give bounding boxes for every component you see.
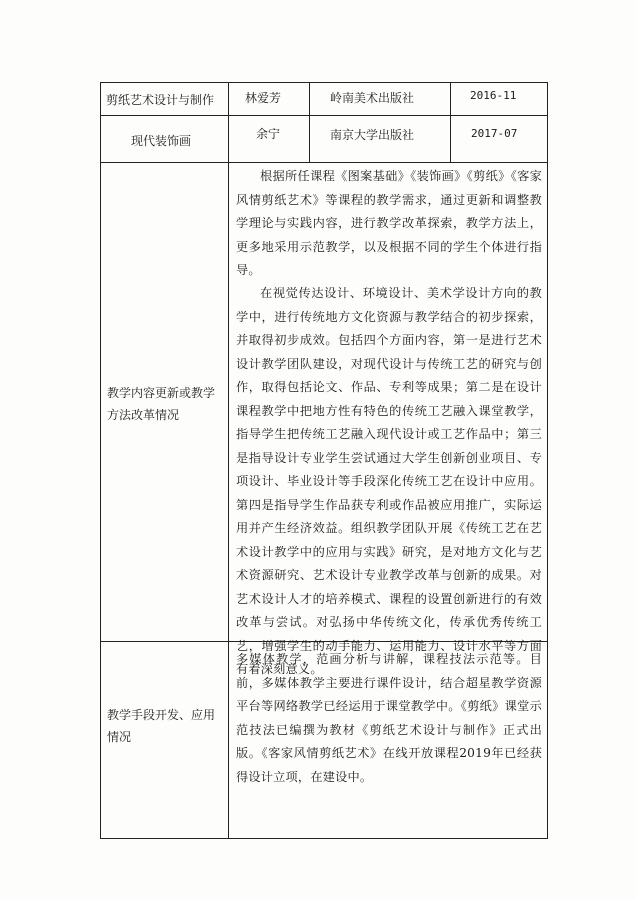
table-column-divider xyxy=(228,82,229,839)
top-rows-divider-date xyxy=(450,82,451,162)
date-cell: 2016-11 xyxy=(470,89,517,102)
publisher-cell: 岭南美术出版社 xyxy=(330,91,415,105)
means-paragraph: 多媒体教学，范画分析与讲解，课程技法示范等。目前，多媒体教学主要进行课件设计，结合超星教学资源平台等网络教学已经运用于课堂教学中。《剪纸》课堂示范技法已编撰为教材《剪纸艺术设计与制作》正式出版。《客家风情剪纸艺术》在线开放课程2019年已经获得设计立项，在建设中。 xyxy=(236,652,542,784)
top-rows-divider-author xyxy=(309,82,310,162)
publisher-cell: 南京大学出版社 xyxy=(330,128,415,142)
reform-row-label: 教学内容更新或教学方法改革情况 xyxy=(107,386,216,422)
row-divider-1 xyxy=(100,115,548,116)
table-top-border xyxy=(100,82,548,83)
reform-paragraph-2: 在视觉传达设计、环境设计、美术学设计方向的教学中，进行传统地方文化资源与教学结合的初步探索，并取得初步成效。包括四个方面内容，第一是进行艺术设计教学团队建设，对现代设计与传统工艺的研究与创作，取得包括论文、作品、专利等成果；第二是在设计课程教学中把地方性有特色的传统工艺融入课堂教学，指导学生把传统工艺融入现代设计或工艺作品中；第三是指导设计专业学生尝试通过大学生创新创业项目、专项设计、毕业设计等手段深化传统工艺在设计中应用。第四是指导学生作品获专利或作品被应用推广，实际运用并产生经济效益。组织教学团队开展《传统工艺在艺术设计教学中的应用与实践》研究，是对地方文化与艺术资源研究、艺术设计专业教学改革与创新的成果。对艺术设计人才的培养模式、课程的设置创新进行的有效改革与尝试。对弘扬中华传统文化，传承优秀传统工艺，增强学生的动手能力、运用能力、设计水平等方面有着深刻意义。 xyxy=(236,286,542,676)
author-cell: 余宁 xyxy=(256,127,281,141)
reform-paragraph-1: 根据所任课程《图案基础》《装饰画》《剪纸》《客家风情剪纸艺术》等课程的教学需求，通过更新和调整教学理论与实践内容，进行教学改革探索，教学方法上，更多地采用示范教学，以及根据不同的学生个体进行指导。 xyxy=(236,169,542,277)
row-divider-2 xyxy=(100,162,548,163)
table-right-border xyxy=(547,82,548,839)
table-bottom-border xyxy=(100,838,548,839)
table-left-border xyxy=(100,82,101,839)
book-title-cell: 现代装饰画 xyxy=(131,134,192,148)
date-cell: 2017-07 xyxy=(471,127,518,140)
means-row-label: 教学手段开发、应用情况 xyxy=(107,708,216,744)
author-cell: 林爱芳 xyxy=(245,91,282,105)
book-title-cell: 剪纸艺术设计与制作 xyxy=(106,93,215,107)
